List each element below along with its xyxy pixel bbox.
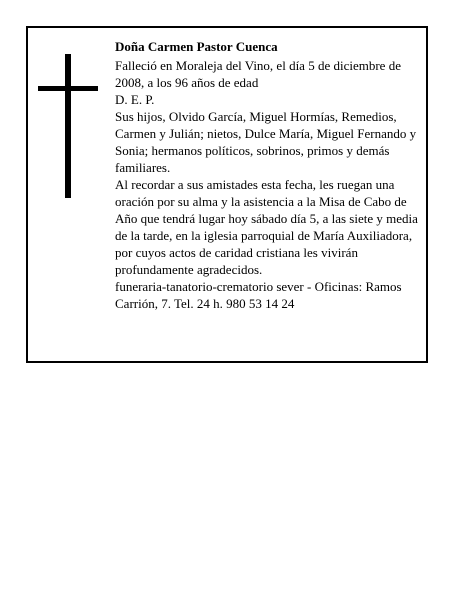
family-list: Sus hijos, Olvido García, Miguel Hormías, Remedios, Carmen y Julián; nietos, Dulce María, Miguel Fernando y Sonia; hermanos políticos, sobrinos, primos y demás familiares. [115, 109, 417, 175]
obituary-text [115, 38, 423, 312]
mass-invitation: Al recordar a sus amistades esta fecha, les ruegan una oración por su alma y la asistencia a la Misa de Cabo de Año que tendrá lugar hoy sábado día 5, a las siete y media de la tarde, en la iglesia parroquial de María Auxiliadora, por cuyos actos de caridad cristiana les vivirán profundamente agradecidos. [115, 177, 418, 277]
rip-text: D. E. P. [115, 92, 155, 107]
obituary-notice [26, 26, 428, 363]
funeral-home-info: funeraria-tanatorio-crematorio sever - Oficinas: Ramos Carrión, 7. Tel. 24 h. 980 53 14 24 [115, 279, 402, 311]
cross-horizontal-bar [38, 86, 98, 91]
deceased-name: Doña Carmen Pastor Cuenca [115, 39, 278, 54]
cross-vertical-bar [65, 54, 71, 198]
cross-icon [38, 54, 98, 198]
death-info: Falleció en Moraleja del Vino, el día 5 de diciembre de 2008, a los 96 años de edad [115, 58, 401, 90]
